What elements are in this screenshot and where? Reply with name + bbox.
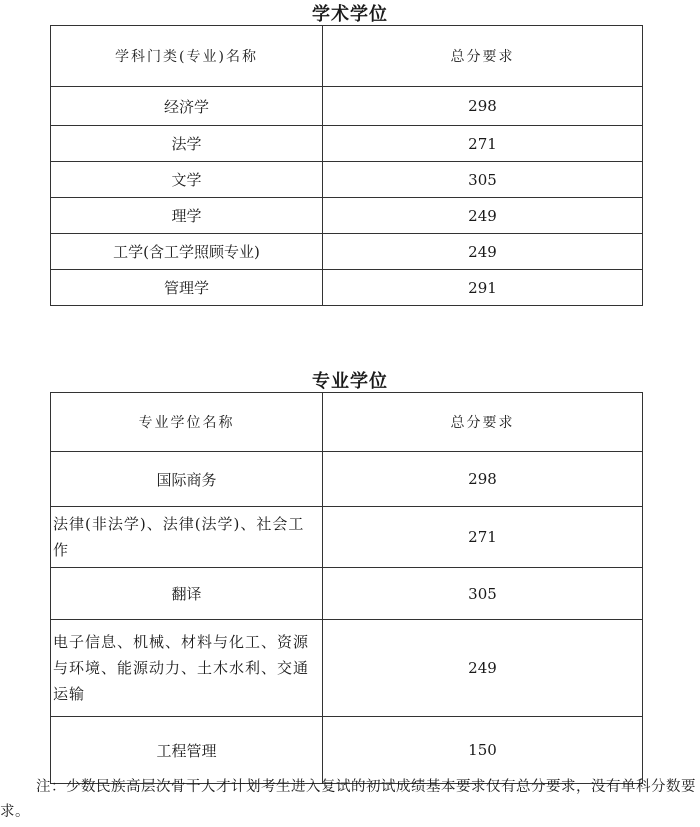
degree-name: 电子信息、机械、材料与化工、资源与环境、能源动力、土木水利、交通运输 (51, 620, 323, 717)
discipline-name: 理学 (51, 198, 323, 234)
academic-score-table (50, 25, 643, 306)
professional-score-table (50, 392, 643, 784)
table-row (51, 270, 643, 306)
discipline-name: 工学(含工学照顾专业) (51, 234, 323, 270)
discipline-name: 经济学 (51, 87, 323, 126)
column-header-name: 专业学位名称 (51, 393, 323, 452)
total-score: 249 (323, 620, 643, 717)
degree-name: 国际商务 (51, 452, 323, 507)
table-row (51, 717, 643, 784)
total-score: 249 (323, 234, 643, 270)
total-score: 305 (323, 162, 643, 198)
academic-degree-title: 学术学位 (312, 4, 388, 25)
total-score: 305 (323, 568, 643, 620)
total-score: 291 (323, 270, 643, 306)
total-score: 271 (323, 507, 643, 568)
column-header-score: 总分要求 (323, 393, 643, 452)
discipline-name: 管理学 (51, 270, 323, 306)
total-score: 298 (323, 87, 643, 126)
column-header-score: 总分要求 (323, 26, 643, 87)
table-header-row (51, 393, 643, 452)
table-row (51, 162, 643, 198)
total-score: 150 (323, 717, 643, 784)
total-score: 271 (323, 126, 643, 162)
professional-degree-title: 专业学位 (312, 371, 388, 392)
table-header-row (51, 26, 643, 87)
table-row (51, 126, 643, 162)
total-score: 298 (323, 452, 643, 507)
footnote: 注：少数民族高层次骨干人才计划考生进入复试的初试成绩基本要求仅有总分要求，没有单科分数要求。 (0, 779, 696, 820)
discipline-name: 法学 (51, 126, 323, 162)
table-row (51, 87, 643, 126)
degree-name: 法律(非法学)、法律(法学)、社会工作 (51, 507, 323, 568)
degree-name: 翻译 (51, 568, 323, 620)
table-row (51, 507, 643, 568)
table-row (51, 620, 643, 717)
table-row (51, 568, 643, 620)
discipline-name: 文学 (51, 162, 323, 198)
table-row (51, 234, 643, 270)
table-row (51, 452, 643, 507)
degree-name: 工程管理 (51, 717, 323, 784)
total-score: 249 (323, 198, 643, 234)
table-row (51, 198, 643, 234)
column-header-name: 学科门类(专业)名称 (51, 26, 323, 87)
